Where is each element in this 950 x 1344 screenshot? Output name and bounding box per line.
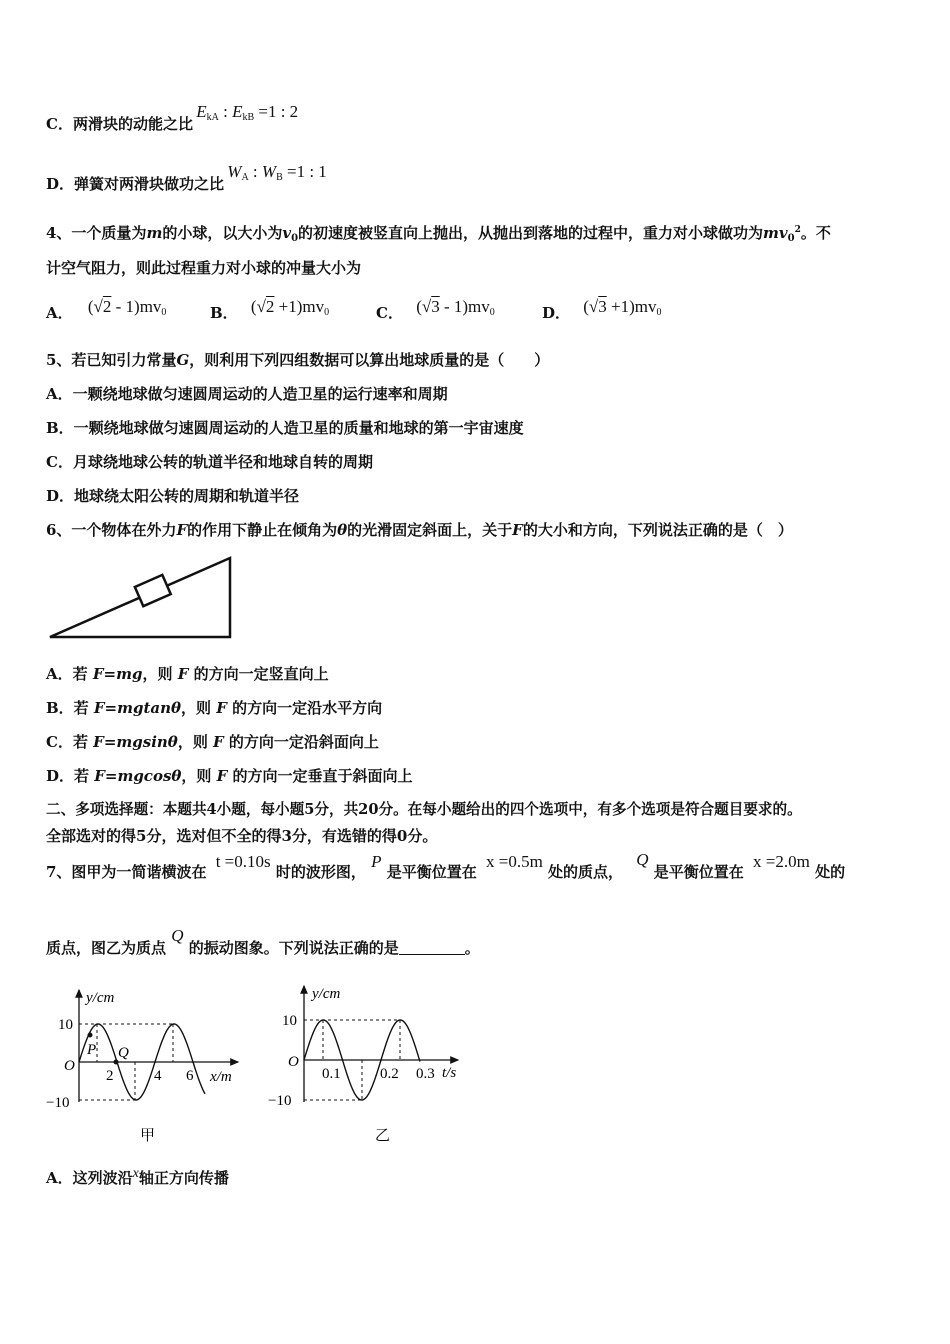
q3-option-c-text: 两滑块的动能之比 bbox=[72, 115, 193, 133]
jia-tick-x-4: 4 bbox=[154, 1068, 162, 1084]
yi-tick-y-neg10: −10 bbox=[268, 1093, 292, 1109]
q3-option-d: D．弹簧对两滑块做功之比 $W_A$ : $W_B =1$ : 1 bbox=[46, 162, 327, 193]
yi-caption: 乙 bbox=[375, 1128, 391, 1144]
jia-tick-x-2: 2 bbox=[106, 1068, 114, 1084]
answer-blank[interactable] bbox=[399, 940, 465, 955]
jia-tick-y-neg10: −10 bbox=[46, 1095, 70, 1111]
q6-stem: 6、一个物体在外力F的作用下静止在倾角为θ的光滑固定斜面上，关于F的大小和方向，下列说法正确的是（ ） bbox=[46, 521, 793, 539]
q3-option-c: C．两滑块的动能之比 $E_{kA}$ : $E_{kB} =1$ : 2 bbox=[46, 102, 299, 133]
q4-stem-line1: 4、一个质量为m的小球，以大小为$v_0$的初速度被竖直向上抛出，从抛出到落地的过程中，重力对小球做功为$mv_0^2$。不 bbox=[46, 224, 831, 244]
jia-caption: 甲 bbox=[140, 1128, 156, 1144]
yi-tick-x-0.1: 0.1 bbox=[322, 1066, 341, 1082]
q4-option-b: B． $(√2 +1)mv_0$ bbox=[210, 297, 330, 322]
jia-origin: O bbox=[64, 1058, 75, 1074]
q3-option-d-text: 弹簧对两滑块做功之比 bbox=[74, 175, 225, 193]
jia-point-p bbox=[88, 1033, 93, 1038]
q6-option-d: D．若 F=mgcosθ，则 F 的方向一定垂直于斜面向上 bbox=[46, 767, 413, 785]
incline-diagram bbox=[40, 548, 250, 648]
vibration-graph-yi bbox=[262, 980, 482, 1150]
q5-stem: 5、若已知引力常量G，则利用下列四组数据可以算出地球质量的是（ ） bbox=[46, 351, 550, 369]
q5-option-b: B．一颗绕地球做匀速圆周运动的人造卫星的质量和地球的第一宇宙速度 bbox=[46, 419, 524, 437]
q4-option-a: A． $(√2 - 1)mv_0$ bbox=[46, 297, 167, 322]
yi-origin: O bbox=[288, 1054, 299, 1070]
q3-option-d-formula: $W_A$ : $W_B =1$ : 1 bbox=[227, 162, 327, 183]
yi-tick-x-0.2: 0.2 bbox=[380, 1066, 399, 1082]
yi-tick-y-10: 10 bbox=[282, 1013, 297, 1029]
q3-option-c-formula: $E_{kA}$ : $E_{kB} =1$ : 2 bbox=[196, 102, 299, 123]
q6-option-a: A．若 F=mg，则 F 的方向一定竖直向上 bbox=[46, 665, 329, 683]
yi-y-label: y/cm bbox=[312, 986, 341, 1002]
jia-label-p: P bbox=[87, 1042, 97, 1058]
q5-option-d: D．地球绕太阳公转的周期和轨道半径 bbox=[46, 487, 300, 505]
q7-option-a: A．这列波沿x轴正方向传播 bbox=[46, 1166, 229, 1187]
q7-stem-line1: 7、图甲为一简谐横波在 t =0.10s 时的波形图， P 是平衡位置在 x =0.5m 处的质点， Q 是平衡位置在 x =2.0m 处的 bbox=[46, 850, 846, 881]
q4-option-d: D． $(√3 +1)mv_0$ bbox=[542, 297, 662, 322]
q6-option-c: C．若 F=mgsinθ，则 F 的方向一定沿斜面向上 bbox=[46, 733, 379, 751]
jia-x-label: x/m bbox=[210, 1069, 232, 1085]
q5-option-a: A．一颗绕地球做匀速圆周运动的人造卫星的运行速率和周期 bbox=[46, 385, 448, 403]
section2-heading-line2: 全部选对的得5分，选对但不全的得3分，有选错的得0分。 bbox=[46, 827, 438, 845]
q7-time-formula: t =0.10s bbox=[215, 852, 271, 871]
q6-option-b: B．若 F=mgtanθ，则 F 的方向一定沿水平方向 bbox=[46, 699, 383, 717]
jia-label-q: Q bbox=[118, 1045, 129, 1061]
yi-tick-x-0.3: 0.3 bbox=[416, 1066, 435, 1082]
q4-option-c: C． $(√3 - 1)mv_0$ bbox=[376, 297, 495, 322]
wave-graph-jia bbox=[40, 982, 260, 1152]
section2-heading-line1: 二、多项选择题：本题共4小题，每小题5分，共20分。在每小题给出的四个选项中，有多个选项是符合题目要求的。 bbox=[46, 801, 802, 818]
q7-x2-formula: x =2.0m bbox=[753, 852, 810, 871]
incline-block bbox=[135, 575, 171, 606]
q4-stem-line2: 计空气阻力，则此过程重力对小球的冲量大小为 bbox=[46, 259, 362, 277]
jia-y-label: y/cm bbox=[86, 990, 115, 1006]
q7-stem-line2: 质点，图乙为质点 Q 的振动图象。下列说法正确的是 。 bbox=[46, 926, 480, 957]
jia-tick-y-10: 10 bbox=[58, 1017, 73, 1033]
yi-x-label: t/s bbox=[442, 1065, 457, 1081]
q5-option-c: C．月球绕地球公转的轨道半径和地球自转的周期 bbox=[46, 453, 373, 471]
q7-x1-formula: x =0.5m bbox=[485, 852, 543, 871]
jia-tick-x-6: 6 bbox=[186, 1068, 194, 1084]
